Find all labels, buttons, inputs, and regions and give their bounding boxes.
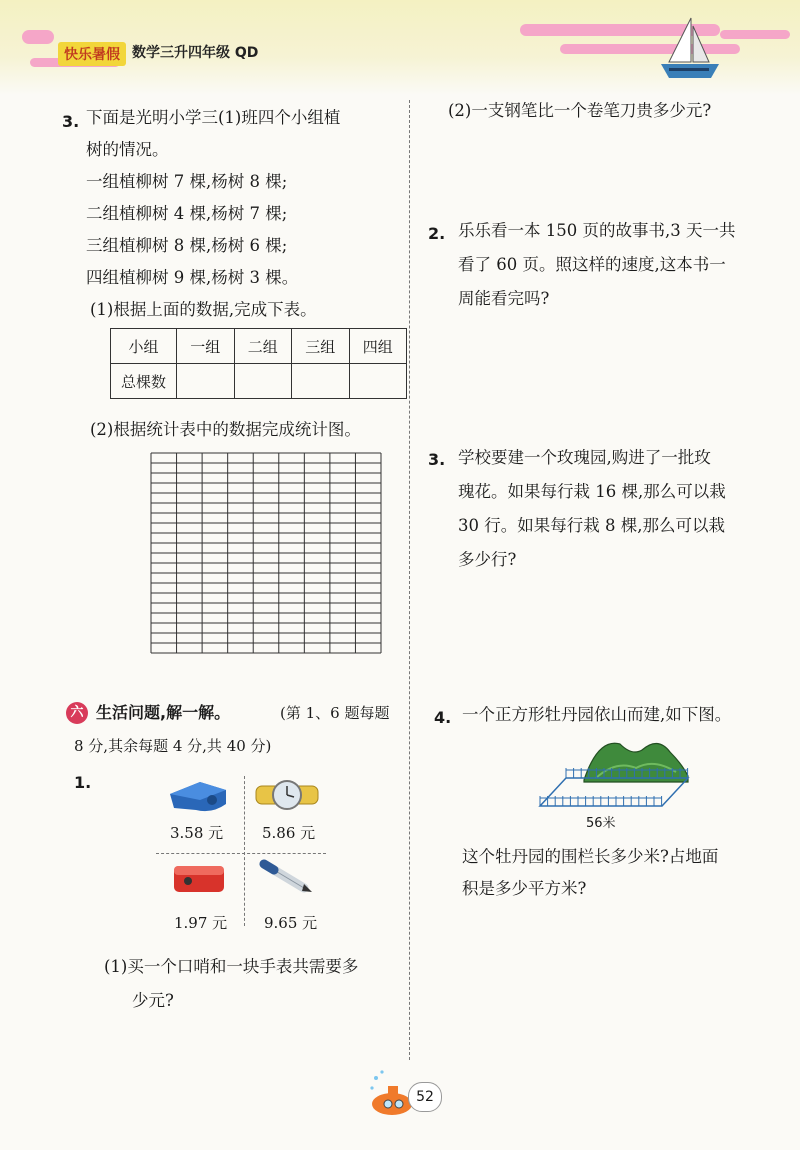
side-length-label: 56米: [586, 816, 616, 831]
question-line: 这个牡丹园的围栏长多少米?占地面: [462, 847, 719, 866]
page-header: [0, 0, 800, 95]
pink-cloud-decoration: [22, 30, 54, 44]
sub-question: (1)买一个口哨和一块手表共需要多: [104, 957, 359, 976]
price-label: 3.58 元: [170, 824, 224, 842]
price-label: 5.86 元: [262, 824, 316, 842]
price-label: 1.97 元: [174, 914, 228, 932]
table-header-cell: 四组: [349, 329, 407, 364]
planting-line: 三组植柳树 8 棵,杨树 6 棵;: [86, 236, 288, 255]
sub-question: 少元?: [132, 991, 174, 1010]
answer-cell[interactable]: [292, 364, 350, 399]
question-number: 2.: [428, 224, 446, 243]
question-line: 多少行?: [458, 550, 517, 569]
question-stem: 一个正方形牡丹园依山而建,如下图。: [462, 705, 732, 724]
table-header-cell: 小组: [111, 329, 177, 364]
section-number-badge: 六: [66, 702, 88, 724]
question-stem: 下面是光明小学三(1)班四个小组植: [86, 108, 341, 127]
question-line: 瑰花。如果每行栽 16 棵,那么可以栽: [458, 482, 726, 501]
planting-line: 四组植柳树 9 棵,杨树 3 棵。: [86, 268, 299, 287]
peony-garden-figure: [536, 732, 696, 814]
pencil-sharpener-icon: [172, 862, 228, 896]
blank-chart-grid[interactable]: [150, 452, 382, 654]
question-number: 1.: [74, 773, 92, 792]
sailboat-icon: [655, 12, 725, 82]
section-score-note: 8 分,其余每题 4 分,共 40 分): [74, 737, 272, 755]
pink-cloud-decoration: [720, 30, 790, 39]
question-line: 乐乐看一本 150 页的故事书,3 天一共: [458, 221, 736, 240]
question-number: 3.: [62, 112, 80, 131]
table-row: [111, 364, 407, 399]
question-line: 周能看完吗?: [458, 289, 550, 308]
table-header-cell: 三组: [292, 329, 350, 364]
question-line: 积是多少平方米?: [462, 879, 587, 898]
answer-cell[interactable]: [177, 364, 235, 399]
sub-question: (1)根据上面的数据,完成下表。: [90, 300, 317, 319]
column-divider: [409, 100, 410, 1060]
item-grid-divider: [156, 853, 326, 854]
question-number: 3.: [428, 450, 446, 469]
whistle-icon: [166, 778, 230, 816]
page-number: 52: [408, 1082, 442, 1112]
planting-line: 二组植柳树 4 棵,杨树 7 棵;: [86, 204, 288, 223]
section-score-note: (第 1、6 题每题: [280, 704, 390, 722]
item-grid-divider: [244, 776, 245, 926]
planting-line: 一组植柳树 7 棵,杨树 8 棵;: [86, 172, 288, 191]
answer-cell[interactable]: [349, 364, 407, 399]
question-stem: 树的情况。: [86, 140, 169, 159]
question-number: 4.: [434, 708, 452, 727]
table-header-row: [111, 329, 407, 364]
watch-icon: [254, 772, 320, 816]
question-line: 看了 60 页。照这样的速度,这本书一: [458, 255, 726, 274]
price-label: 9.65 元: [264, 914, 318, 932]
answer-cell[interactable]: [234, 364, 292, 399]
section-title: 生活问题,解一解。: [96, 703, 231, 722]
question-line: 30 行。如果每行栽 8 棵,那么可以栽: [458, 516, 725, 535]
series-badge: 快乐暑假: [58, 42, 126, 66]
data-table: [110, 328, 407, 399]
table-header-cell: 二组: [234, 329, 292, 364]
question-line: 学校要建一个玫瑰园,购进了一批玫: [458, 448, 711, 467]
sub-question: (2)一支钢笔比一个卷笔刀贵多少元?: [448, 101, 712, 120]
table-header-cell: 一组: [177, 329, 235, 364]
sub-question: (2)根据统计表中的数据完成统计图。: [90, 420, 361, 439]
table-row-label: 总棵数: [111, 364, 177, 399]
book-title: 数学三升四年级 QD: [132, 45, 259, 61]
pen-icon: [258, 858, 314, 894]
